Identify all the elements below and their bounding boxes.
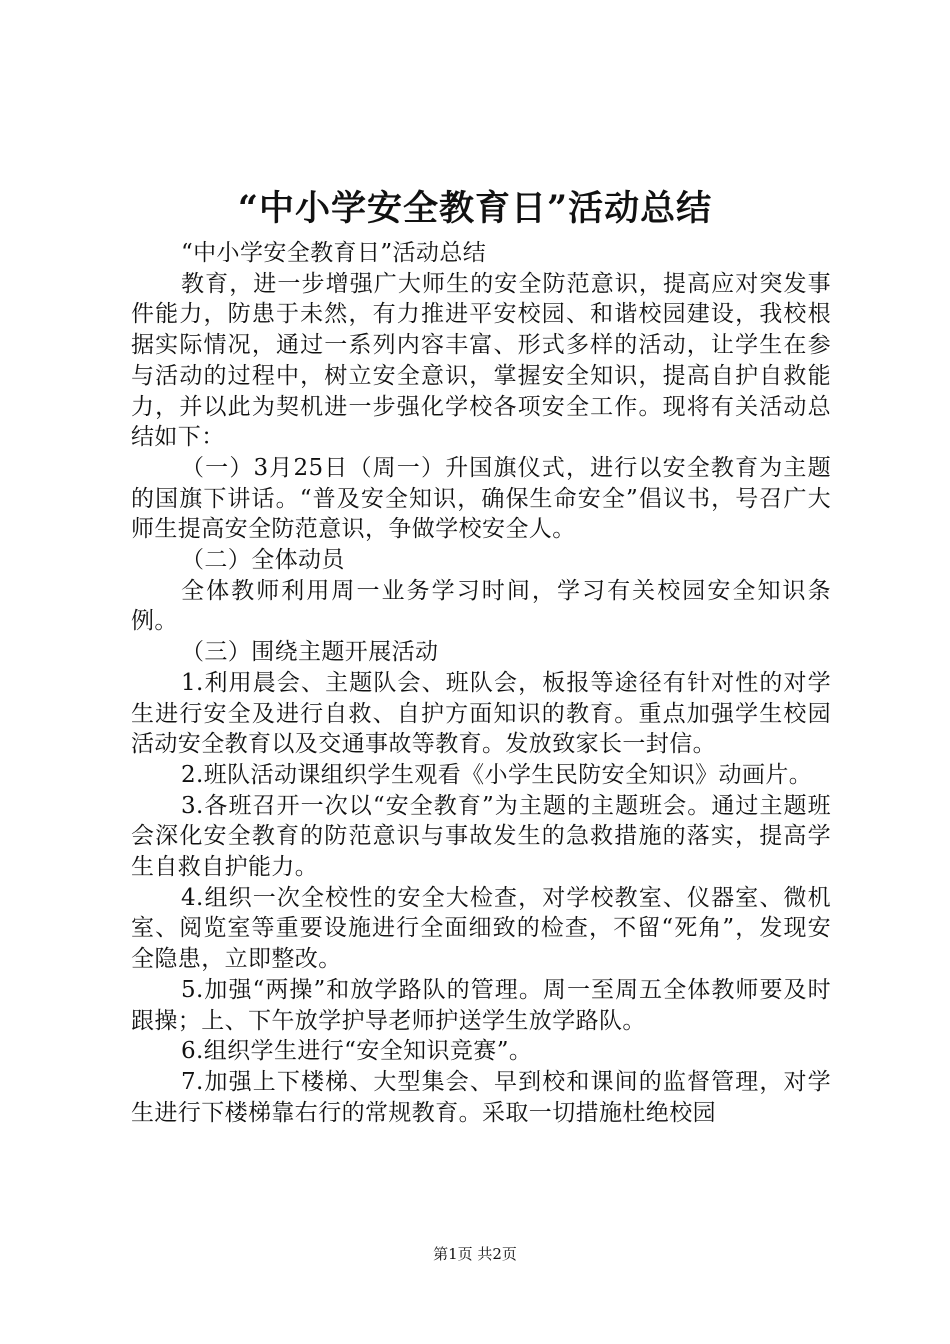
paragraph-intro: 教育，进一步增强广大师生的安全防范意识，提高应对突发事件能力，防患于未然，有力推进平安校园、和谐校园建设，我校根据实际情况，通过一系列内容丰富、形式多样的活动，让学生在参与活动的过程中，树立安全意识，掌握安全知识，提高自护自救能力，并以此为契机进一步强化学校各项安全工作。现将有关活动总结如下： <box>131 270 831 451</box>
paragraph-section-2-heading: （二）全体动员 <box>181 547 345 574</box>
paragraph-item-7: 7.加强上下楼梯、大型集会、早到校和课间的监督管理，对学生进行下楼梯靠右行的常规教育。采取一切措施杜绝校园 <box>131 1068 831 1126</box>
paragraph-item-4: 4.组织一次全校性的安全大检查，对学校教室、仪器室、微机室、阅览室等重要设施进行全面细致的检查，不留“死角”，发现安全隐患，立即整改。 <box>131 884 831 973</box>
paragraph-item-5: 5.加强“两操”和放学路队的管理。周一至周五全体教师要及时跟操；上、下午放学护导老师护送学生放学路队。 <box>131 976 831 1034</box>
paragraph-section-1: （一）3月25日（周一）升国旗仪式，进行以安全教育为主题的国旗下讲话。“普及安全知识，确保生命安全”倡议书，号召广大师生提高安全防范意识，争做学校安全人。 <box>131 454 831 543</box>
document-body <box>131 238 831 1128</box>
paragraph-item-2: 2.班队活动课组织学生观看《小学生民防安全知识》动画片。 <box>181 761 813 788</box>
paragraph-item-3: 3.各班召开一次以“安全教育”为主题的主题班会。通过主题班会深化安全教育的防范意识与事故发生的急救措施的落实，提高学生自救自护能力。 <box>131 792 831 881</box>
page-number-footer: 第1页 共2页 <box>433 1245 517 1263</box>
document-title: “中小学安全教育日”活动总结 <box>237 188 713 229</box>
paragraph-section-2-body: 全体教师利用周一业务学习时间，学习有关校园安全知识条例。 <box>131 577 831 635</box>
paragraph-item-6: 6.组织学生进行“安全知识竞赛”。 <box>181 1038 533 1065</box>
paragraph-subtitle: “中小学安全教育日”活动总结 <box>181 240 487 266</box>
paragraph-item-1: 1.利用晨会、主题队会、班队会，板报等途径有针对性的对学生进行安全及进行自救、自护方面知识的教育。重点加强学生校园活动安全教育以及交通事故等教育。发放致家长一封信。 <box>131 669 831 758</box>
paragraph-section-3-heading: （三）围绕主题开展活动 <box>181 639 439 666</box>
